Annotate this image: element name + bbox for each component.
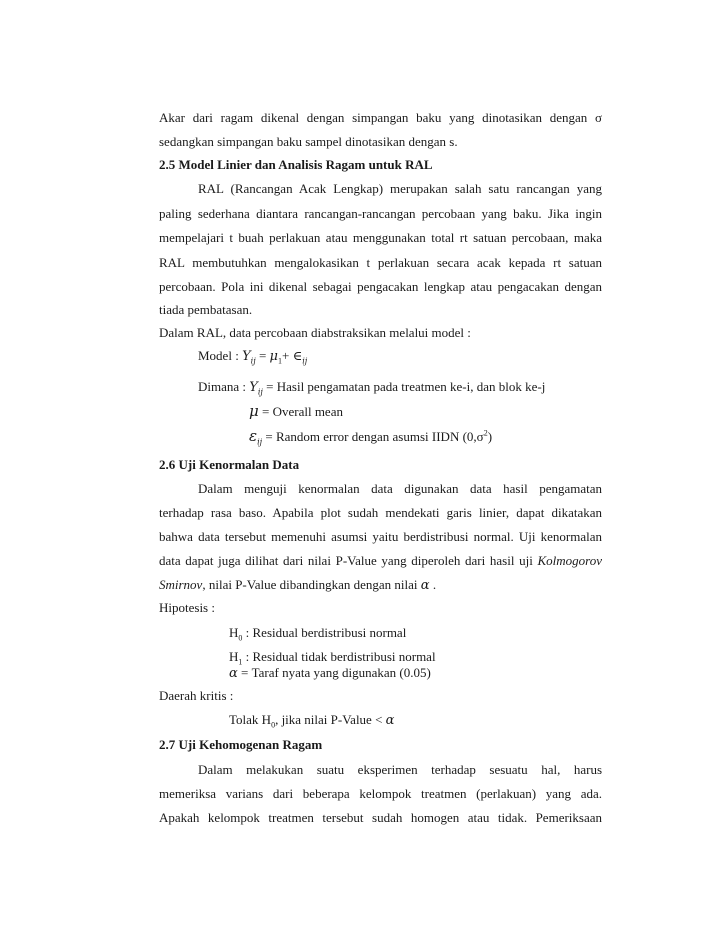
h1-line: $H_1$ : Residual tidak berdistribusi normal bbox=[229, 649, 436, 667]
text-line: data dapat juga dilihat dari nilai P-Value yang diperoleh dari hasil uji Kolmogorov bbox=[159, 553, 602, 568]
text-line: tiada pembatasan. bbox=[159, 302, 253, 317]
text-line: Apakah kelompok treatmen tersebut sudah homogen atau tidak. Pemeriksaan bbox=[159, 810, 602, 825]
text-line: RAL (Rancangan Acak Lengkap) merupakan salah satu rancangan yang bbox=[198, 181, 602, 196]
mu-definition: μ = Overall mean bbox=[249, 402, 343, 420]
text-line: Dalam melakukan suatu eksperimen terhadap sesuatu hal, harus bbox=[198, 762, 602, 777]
text-line: Smirnov, nilai P-Value dibandingkan dengan nilai α . bbox=[159, 577, 437, 593]
section-heading: 2.5 Model Linier dan Analisis Ragam untuk RAL bbox=[159, 157, 433, 172]
h0-line: $H_0$ : Residual berdistribusi normal bbox=[229, 625, 407, 643]
text-line: percobaan. Pola ini dikenal sebagai pengacakan lengkap atau pengacakan dengan bbox=[159, 279, 602, 294]
text-line: RAL membutuhkan mengalokasikan t perlakuan secara acak kepada rt satuan bbox=[159, 255, 602, 270]
text-line: Dalam menguji kenormalan data digunakan data hasil pengamatan bbox=[198, 481, 602, 496]
section-heading: 2.7 Uji Kehomogenan Ragam bbox=[159, 737, 323, 752]
section-heading: 2.6 Uji Kenormalan Data bbox=[159, 457, 300, 472]
tolak-line: Tolak $H_0$, jika nilai P-Value < α bbox=[229, 712, 395, 730]
daerah-kritis-label: Daerah kritis : bbox=[159, 688, 234, 703]
epsilon-definition: $\varepsilon_{ij}$ = Random error dengan asumsi IIDN $(0,\sigma^2)$ bbox=[249, 427, 493, 447]
text-line: memeriksa varians dari beberapa kelompok treatmen (perlakuan) yang ada. bbox=[159, 786, 602, 801]
text-line: mempelajari t buah perlakuan atau menggunakan total rt satuan percobaan, maka bbox=[159, 230, 602, 245]
alpha-line: α = Taraf nyata yang digunakan (0.05) bbox=[229, 665, 431, 681]
text-line: Akar dari ragam dikenal dengan simpangan baku yang dinotasikan dengan σ bbox=[159, 110, 602, 125]
text-line: terhadap rasa baso. Apabila plot sudah mendekati garis linier, dapat dikatakan bbox=[159, 505, 602, 520]
hipotesis-label: Hipotesis : bbox=[159, 600, 215, 615]
text-line: bahwa data tersebut memenuhi asumsi yaitu berdistribusi normal. Uji kenormalan bbox=[159, 529, 602, 544]
text-line: Dalam RAL, data percobaan diabstraksikan melalui model : bbox=[159, 325, 471, 340]
text-line: sedangkan simpangan baku sampel dinotasikan dengan s. bbox=[159, 134, 458, 149]
dimana-line: Dimana : $Y_{ij}$ = Hasil pengamatan pada treatmen ke-i, dan blok ke-j bbox=[198, 379, 546, 397]
text-line: paling sederhana diantara rancangan-rancangan percobaan yang baku. Jika ingin bbox=[159, 206, 602, 221]
model-equation: Model : $Y_{ij} = \mu_1+$ $\in_{ij}$ bbox=[198, 348, 308, 366]
